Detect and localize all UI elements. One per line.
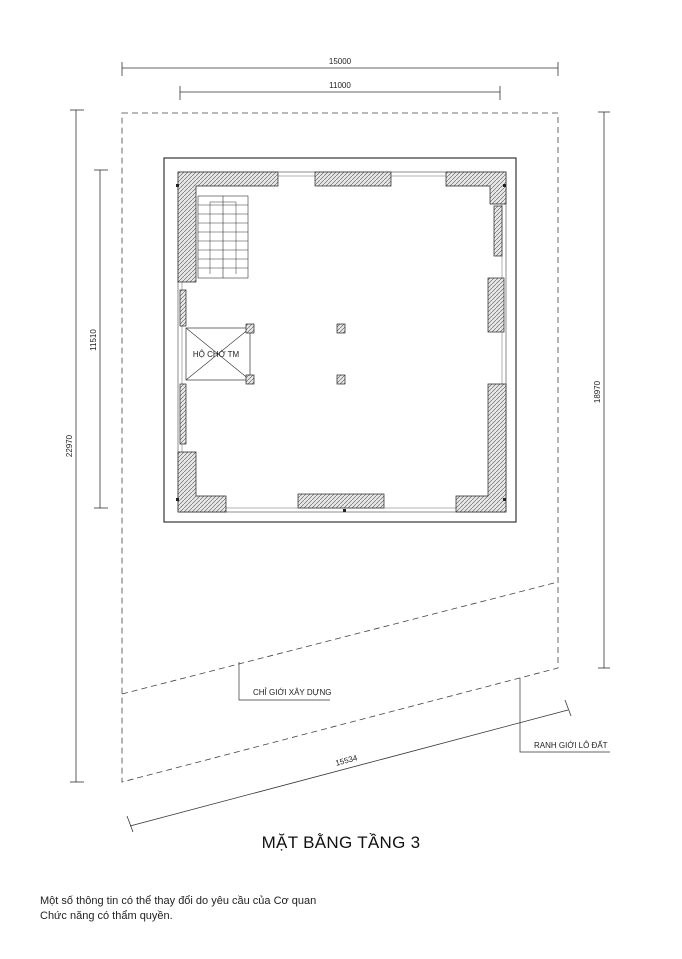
drawing-title: MẶT BẰNG TẦNG 3 xyxy=(261,833,421,852)
left-dimension-outer xyxy=(65,110,84,782)
columns xyxy=(246,324,345,384)
stair-void-label: HỘ CHỜ TM xyxy=(192,350,240,359)
diagonal-dimension xyxy=(127,700,571,832)
dim-left-outer-text: 22970 xyxy=(65,434,74,458)
building-outline xyxy=(164,158,516,522)
dim-diagonal-text: 15534 xyxy=(334,753,359,768)
left-dimension-inner xyxy=(89,170,108,508)
setback-line xyxy=(122,582,558,694)
lot-boundary-label-text: RANH GIỚI LÔ ĐẤT xyxy=(534,741,608,750)
stair-void xyxy=(186,328,250,380)
dim-top-inner-text: 11000 xyxy=(329,81,351,90)
dim-top-outer-text: 15000 xyxy=(328,57,352,66)
top-dimension-outer xyxy=(122,57,558,76)
dim-right-text: 18970 xyxy=(593,380,602,404)
setback-label-text: CHỈ GIỚI XÂY DỰNG xyxy=(253,688,332,697)
lot-boundary-label-leader xyxy=(520,678,610,752)
setback-label-leader xyxy=(239,662,331,700)
disclaimer-note: Một số thông tin có thể thay đổi do yêu cầu của Cơ quan Chức năng có thẩm quyền. xyxy=(40,895,317,922)
staircase xyxy=(198,196,248,278)
right-dimension xyxy=(593,112,610,668)
floor-slab-line xyxy=(182,176,502,508)
dim-left-inner-text: 11510 xyxy=(89,329,98,351)
top-dimension-inner xyxy=(180,81,500,100)
